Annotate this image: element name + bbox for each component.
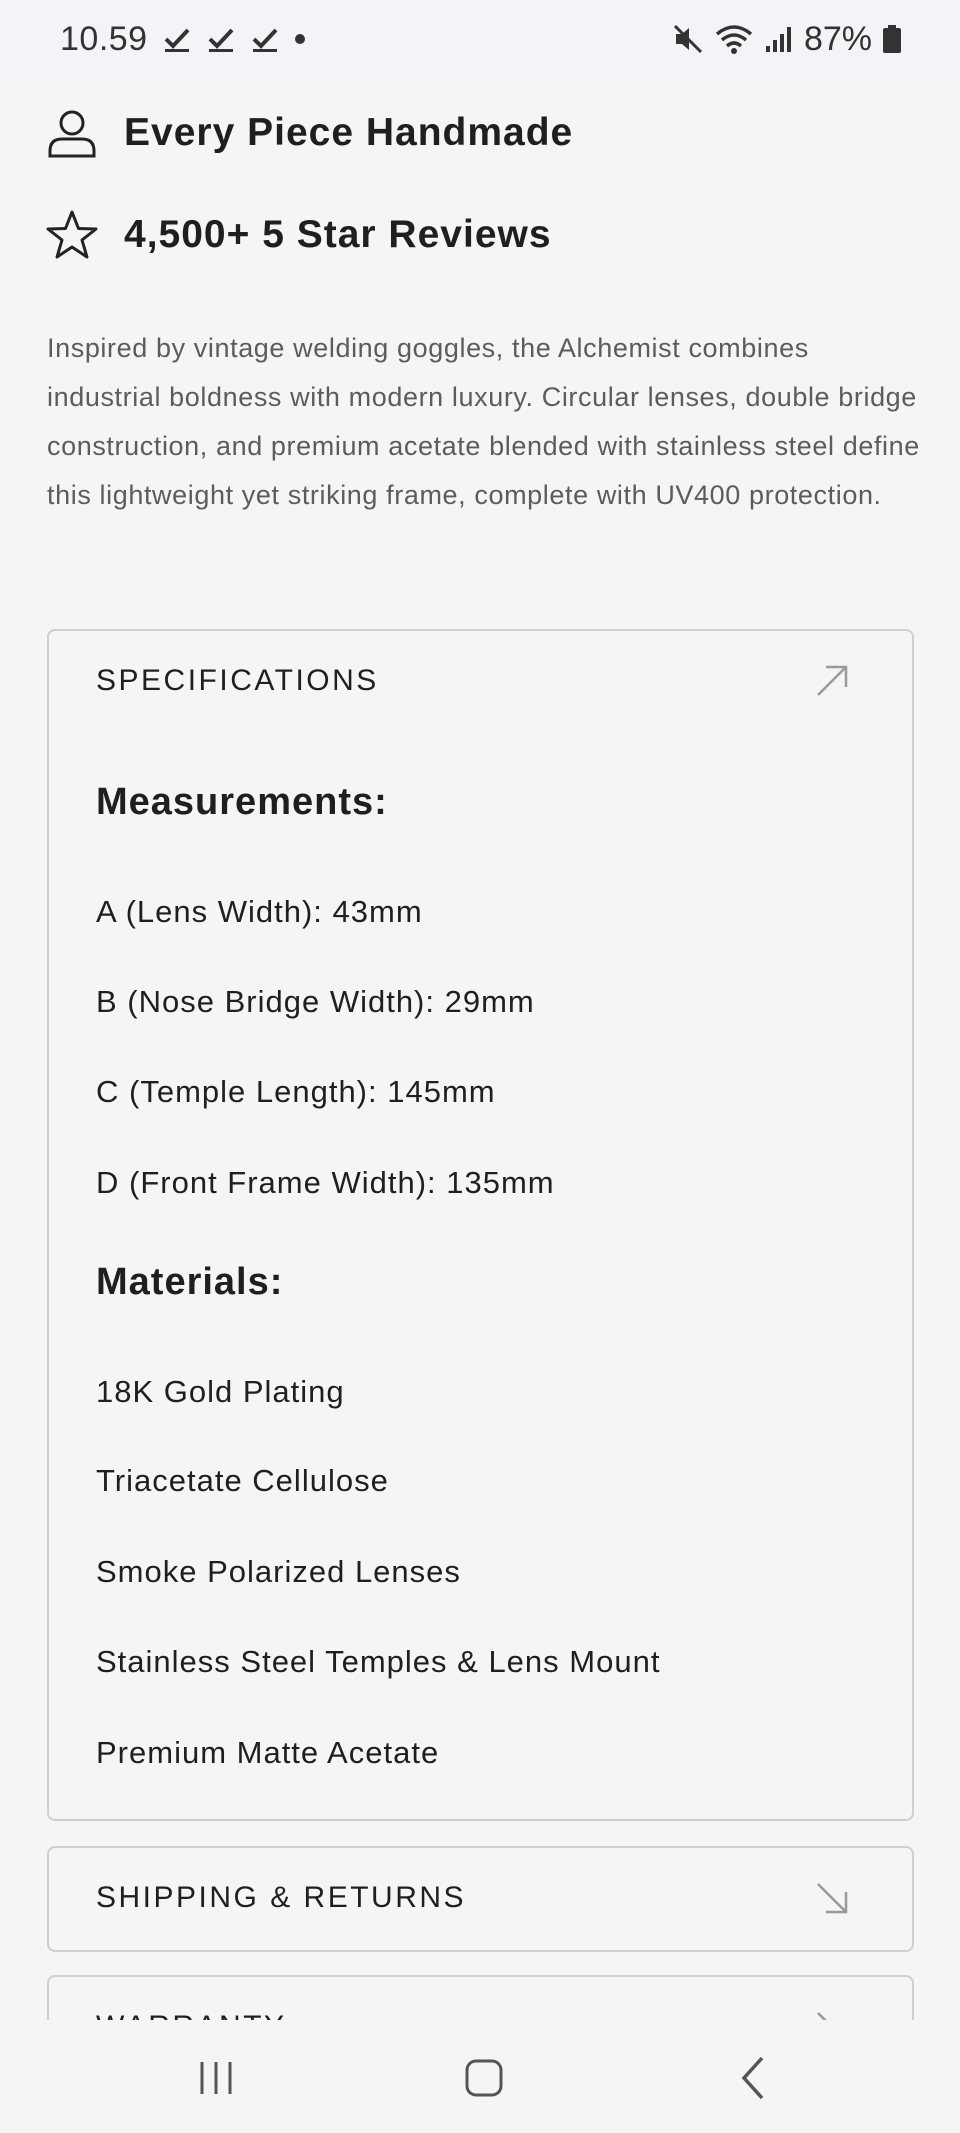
check-icon <box>250 24 280 54</box>
feature-reviews <box>46 209 552 261</box>
battery-percent: 87% <box>803 19 872 58</box>
arrow-down-right-icon[interactable] <box>812 1878 852 1918</box>
navigation-bar <box>0 2020 960 2133</box>
spec-item: Triacetate Cellulose <box>96 1463 389 1498</box>
battery-icon <box>882 24 902 54</box>
status-left <box>60 20 306 59</box>
shipping-accordion[interactable] <box>47 1846 914 1952</box>
home-icon[interactable] <box>460 2054 508 2102</box>
spec-item: D (Front Frame Width): 135mm <box>96 1165 555 1200</box>
spec-item: Smoke Polarized Lenses <box>96 1554 461 1589</box>
accordion-title: SPECIFICATIONS <box>96 664 379 697</box>
check-icon <box>162 24 192 54</box>
specifications-header[interactable] <box>96 661 852 701</box>
arrow-up-right-icon[interactable] <box>812 661 852 701</box>
spec-item: Premium Matte Acetate <box>96 1735 440 1770</box>
mute-icon <box>672 23 704 55</box>
materials-heading: Materials: <box>96 1261 284 1303</box>
product-details <box>0 78 960 2020</box>
measurements-heading: Measurements: <box>96 781 388 823</box>
feature-text: Every Piece Handmade <box>124 111 574 154</box>
spec-item: 18K Gold Plating <box>96 1374 345 1409</box>
spec-item: Stainless Steel Temples & Lens Mount <box>96 1644 661 1679</box>
spec-item: C (Temple Length): 145mm <box>96 1074 496 1109</box>
feature-handmade <box>46 107 573 159</box>
specifications-accordion <box>47 629 914 1821</box>
person-icon <box>46 107 98 159</box>
status-right <box>672 20 902 59</box>
shipping-header[interactable] <box>96 1878 852 1918</box>
feature-text: 4,500+ 5 Star Reviews <box>124 213 552 256</box>
check-icon <box>206 24 236 54</box>
star-icon <box>46 209 98 261</box>
accordion-title: SHIPPING & RETURNS <box>96 1881 467 1914</box>
wifi-icon <box>714 23 754 55</box>
product-description: Inspired by vintage welding goggles, the Alchemist combines industrial boldness with modern luxury. Circular lenses, double bridge construction, and premium acetate blended with stainless steel define this lightweight yet striking frame, complete with UV400 protection. <box>47 333 920 510</box>
signal-icon <box>764 24 794 54</box>
back-icon[interactable] <box>730 2054 778 2102</box>
status-bar <box>0 0 960 78</box>
spec-item: B (Nose Bridge Width): 29mm <box>96 984 535 1019</box>
dot-icon <box>294 33 306 45</box>
status-time: 10.59 <box>60 19 148 58</box>
recents-icon[interactable] <box>192 2054 240 2102</box>
spec-item: A (Lens Width): 43mm <box>96 894 423 929</box>
